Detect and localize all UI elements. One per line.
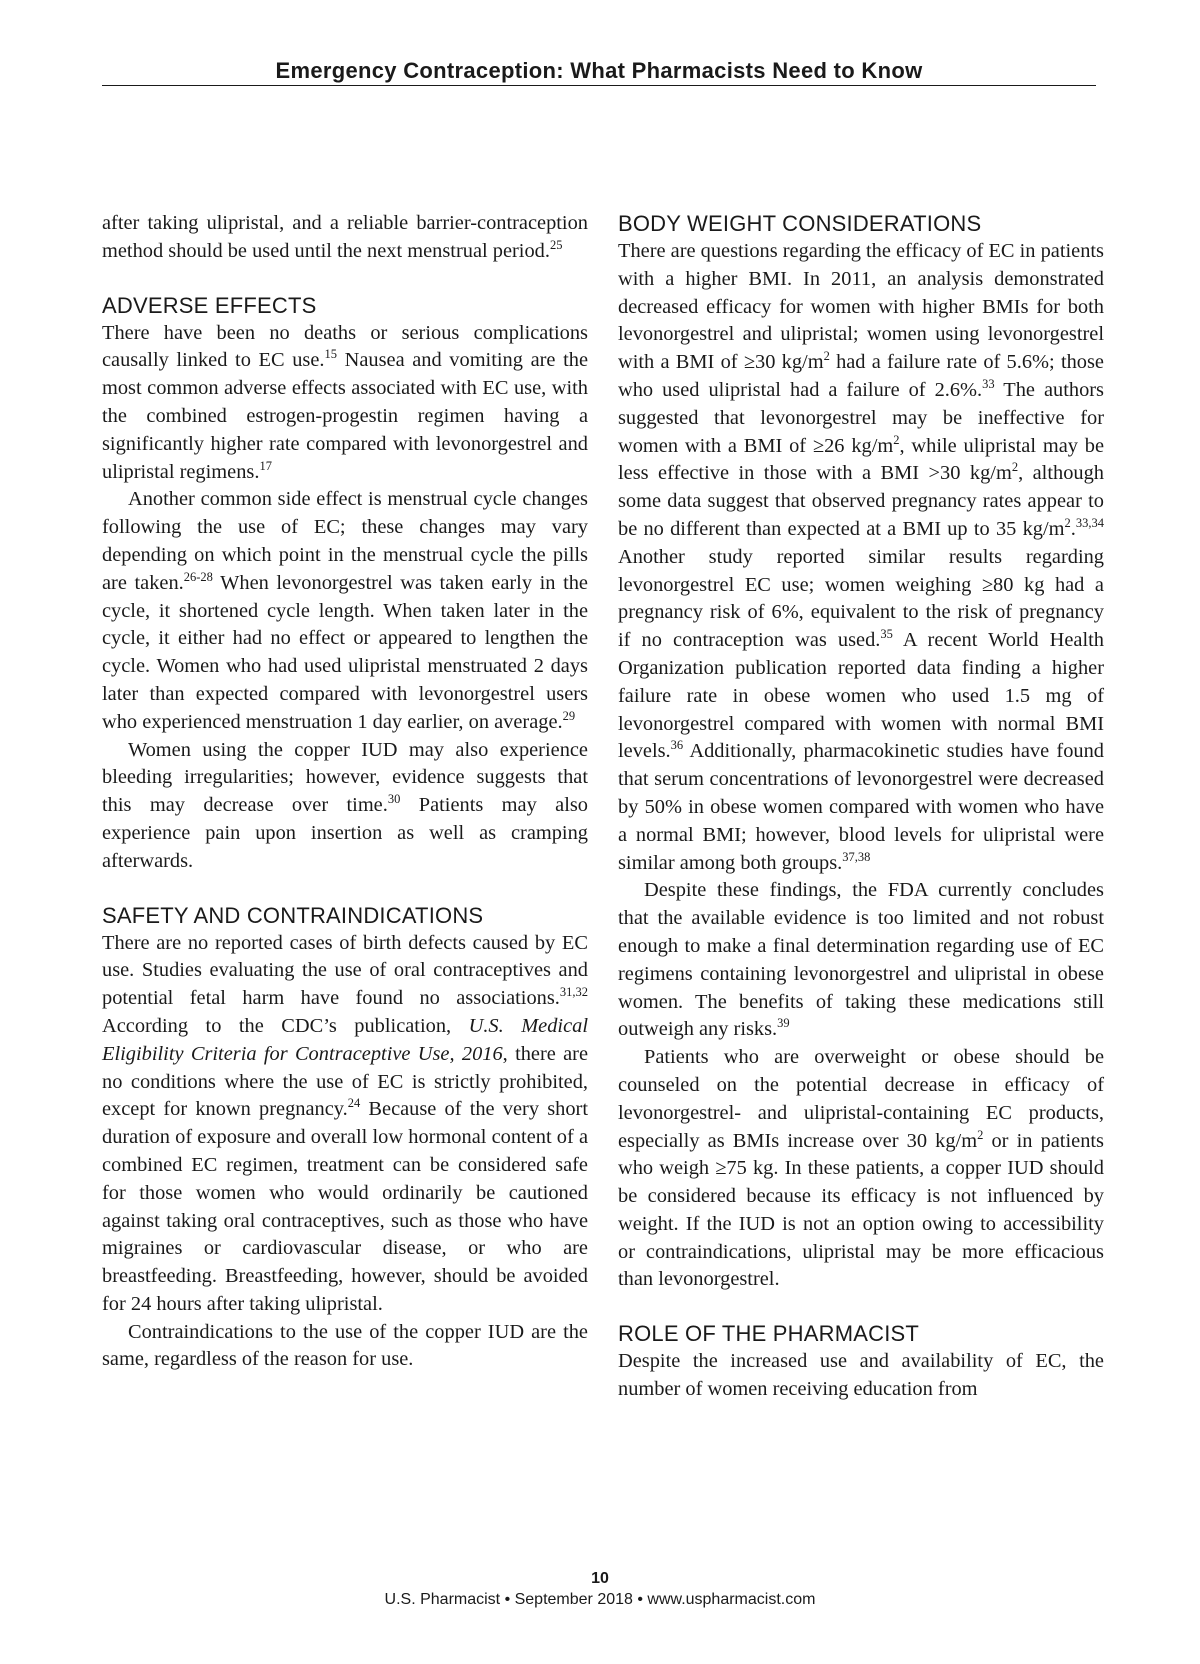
citation: 36 xyxy=(670,738,684,753)
citation: 35 xyxy=(880,627,893,642)
citation: 29 xyxy=(562,708,576,723)
citation: 17 xyxy=(259,458,272,473)
citation: 33,34 xyxy=(1075,515,1104,530)
paragraph: Women using the copper IUD may also experience bleeding irregularities; however, evidence suggests that this may decrease over time.$^{30}$ Patients may also experience pain upon insertion as well as cramping afterwards. xyxy=(102,738,589,872)
citation: 31,32 xyxy=(559,985,588,1000)
citation: 26-28 xyxy=(183,569,213,584)
citation: 37,38 xyxy=(842,849,871,864)
citation: 15 xyxy=(324,347,337,362)
paragraph: There are questions regarding the efficacy of EC in patients with a higher BMI. In 2011, an analysis demonstrated decreased efficacy for women with higher BMIs for both levonorgestrel and ulipristal; women using levonorgestrel with a BMI of ≥30 $kg/m^2$ had a failure rate of 5.6%; those who used ulipristal had a failure of 2.6%.$^{33}$ The authors suggested that levonorgestrel may be ineffective for women with a BMI of ≥26 $kg/m^2$, while ulipristal may be less effective in those with a BMI >30 $kg/m^2$, although some data suggest that observed pregnancy rates appear to be no different than expected at a BMI up to 35 $kg/m^2.^{33,34}$ Another study reported similar results regarding levonorgestrel EC use; women weighing ≥80 kg had a pregnancy risk of 6%, equivalent to the risk of pregnancy if no contraception was used.$^{35}$ A recent World Health Organization publication reported data finding a higher failure rate in obese women who used 1.5 mg of levonorgestrel compared with women with normal BMI levels.$^{36}$ Additionally, pharmacokinetic studies have found that serum concentrations of levonorgestrel were decreased by 50% in obese women compared with women who have a normal BMI; however, blood levels for ulipristal were similar among both groups.$^{37,38}$ xyxy=(618,240,1105,874)
publication-footer: U.S. Pharmacist • September 2018 • www.uspharmacist.com xyxy=(384,1591,816,1608)
left-column xyxy=(102,210,588,1374)
paragraph: There have been no deaths or serious complications causally linked to EC use.$^{15}$ Nausea and vomiting are the most common adverse effects associated with EC use, with the combined estrogen-progestin regimen having a significantly higher rate compared with levonorgestrel and ulipristal regimens.$^{17}$ xyxy=(102,321,588,483)
paragraph: Despite these findings, the FDA currently concludes that the available evidence is too limited and not robust enough to make a final determination regarding use of EC regimens containing levonorgestrel and ulipristal in obese women. The benefits of taking these medications still outweigh any risks.$^{39}$ xyxy=(618,879,1104,1041)
publication-title: U.S. Medical Eligibility Criteria for Contraceptive Use, 2016 xyxy=(102,1014,588,1065)
paragraph: Contraindications to the use of the copper IUD are the same, regardless of the reason for use. xyxy=(102,1320,588,1371)
section-heading-role-of-pharmacist: ROLE OF THE PHARMACIST xyxy=(618,1321,920,1347)
page-number: 10 xyxy=(591,1570,609,1587)
citation: 25 xyxy=(549,237,563,252)
paragraph: There are no reported cases of birth defects caused by EC use. Studies evaluating the use of oral contraceptives and potential fetal harm have found no associations.$^{31,32}$ According to the CDC’s publication, U.S. Medical Eligibility Criteria for Contraceptive Use, 2016, there are no conditions where the use of EC is strictly prohibited, except for known pregnancy.$^{24}$ Because of the very short duration of exposure and overall low hormonal content of a combined EC regimen, treatment can be considered safe for those women who would ordinarily be cautioned against taking oral contraceptives, such as those who have migraines or cardiovascular disease, or who are breastfeeding. Breastfeeding, however, should be avoided for 24 hours after taking ulipristal. xyxy=(102,931,589,1315)
running-title: Emergency Contraception: What Pharmacists Need to Know xyxy=(275,58,923,83)
citation: 30 xyxy=(387,792,401,807)
right-column xyxy=(618,210,1104,1404)
paragraph: Despite the increased use and availability of EC, the number of women receiving education from xyxy=(618,1350,1104,1401)
intro-paragraph: after taking ulipristal, and a reliable barrier-contraception method should be used until the next menstrual period.$^{25}$ xyxy=(102,212,588,262)
paragraph: Another common side effect is menstrual cycle changes following the use of EC; these changes may vary depending on which point in the menstrual cycle the pills are taken.$^{26-28}$ When levonorgestrel was taken early in the cycle, it shortened cycle length. When taken later in the cycle, it either had no effect or appeared to lengthen the cycle. Women who had used ulipristal menstruated 2 days later than expected compared with levonorgestrel users who experienced menstruation 1 day earlier, on average.$^{29}$ xyxy=(102,488,588,733)
header-rule xyxy=(102,85,1096,86)
section-heading-adverse-effects: ADVERSE EFFECTS xyxy=(102,292,317,318)
citation: 39 xyxy=(777,1016,790,1031)
citation: 24 xyxy=(347,1096,361,1111)
section-heading-body-weight: BODY WEIGHT CONSIDERATIONS xyxy=(618,211,982,236)
citation: 33 xyxy=(982,376,995,391)
section-heading-safety: SAFETY AND CONTRAINDICATIONS xyxy=(102,902,484,928)
paragraph: Patients who are overweight or obese should be counseled on the potential decrease in efficacy of levonorgestrel- and ulipristal-containing EC products, especially as BMIs increase over 30 $kg/m^2$ or in patients who weigh ≥75 kg. In these patients, a copper IUD should be considered because its efficacy is not influenced by weight. If the IUD is not an option owing to accessibility or contraindications, ulipristal may be more efficacious than levonorgestrel. xyxy=(618,1046,1104,1291)
